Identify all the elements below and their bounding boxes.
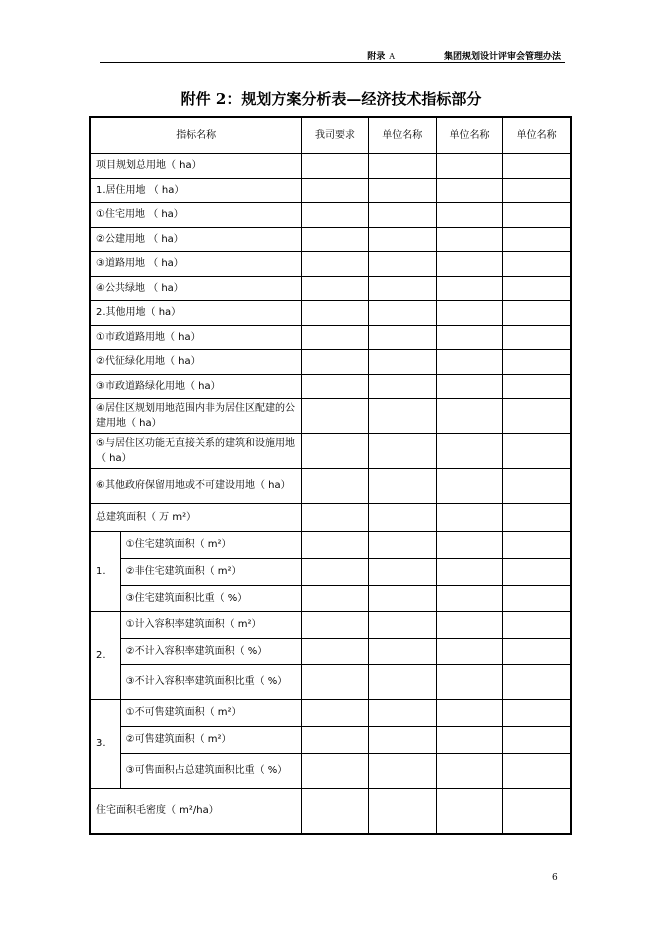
table-cell[interactable] <box>436 325 502 349</box>
table-cell[interactable] <box>302 276 368 300</box>
table-cell[interactable] <box>503 585 571 611</box>
table-cell[interactable] <box>302 699 368 726</box>
group-label-1: 1. <box>90 531 120 611</box>
table-cell[interactable] <box>368 300 436 325</box>
table-row <box>90 325 571 349</box>
table-cell[interactable] <box>368 349 436 374</box>
page-header <box>100 44 565 62</box>
table-cell[interactable] <box>302 433 368 468</box>
table-row <box>90 585 571 611</box>
table-cell[interactable] <box>503 433 571 468</box>
table-cell[interactable] <box>436 374 502 398</box>
table-cell[interactable] <box>302 178 368 202</box>
header-appendix <box>367 49 395 62</box>
table-cell[interactable] <box>368 251 436 276</box>
header-rule <box>100 62 565 63</box>
indicator-table <box>89 116 572 835</box>
table-row <box>90 503 571 531</box>
table-cell[interactable] <box>436 726 502 753</box>
table-cell[interactable] <box>368 558 436 585</box>
table-cell[interactable] <box>436 503 502 531</box>
row-label: ③可售面积占总建筑面积比重（ %） <box>120 753 302 788</box>
column-header-unit-3: 单位名称 <box>503 117 571 153</box>
table-cell[interactable] <box>436 611 502 638</box>
page-number: 6 <box>552 873 558 883</box>
table-row <box>90 664 571 699</box>
group-label-3: 3. <box>90 699 120 788</box>
table-cell[interactable] <box>368 325 436 349</box>
table-row <box>90 374 571 398</box>
row-label: ⑥其他政府保留用地或不可建设用地（ ha） <box>90 468 302 503</box>
row-label: ①不可售建筑面积（ m²） <box>120 699 302 726</box>
table-cell[interactable] <box>302 531 368 558</box>
table-cell[interactable] <box>503 726 571 753</box>
table-cell[interactable] <box>302 325 368 349</box>
table-cell[interactable] <box>436 202 502 227</box>
table-cell[interactable] <box>436 788 502 834</box>
table-row <box>90 699 571 726</box>
table-cell[interactable] <box>436 664 502 699</box>
table-cell[interactable] <box>503 374 571 398</box>
table-cell[interactable] <box>503 699 571 726</box>
table-cell[interactable] <box>436 251 502 276</box>
table-cell[interactable] <box>302 638 368 664</box>
table-cell[interactable] <box>436 276 502 300</box>
table-cell[interactable] <box>436 349 502 374</box>
table-cell[interactable] <box>302 468 368 503</box>
table-cell[interactable] <box>368 178 436 202</box>
table-cell[interactable] <box>503 611 571 638</box>
table-cell[interactable] <box>503 468 571 503</box>
table-row <box>90 788 571 834</box>
table-cell[interactable] <box>436 558 502 585</box>
table-cell[interactable] <box>368 433 436 468</box>
table-row <box>90 753 571 788</box>
table-cell[interactable] <box>503 251 571 276</box>
table-cell[interactable] <box>503 638 571 664</box>
table-cell[interactable] <box>436 398 502 433</box>
table-cell[interactable] <box>302 227 368 251</box>
table-cell[interactable] <box>368 202 436 227</box>
table-cell[interactable] <box>436 433 502 468</box>
table-row <box>90 227 571 251</box>
row-label: ①计入容积率建筑面积（ m²） <box>120 611 302 638</box>
table-cell[interactable] <box>436 699 502 726</box>
row-label: 1.居住用地 （ ha） <box>90 178 302 202</box>
row-label: ②可售建筑面积（ m²） <box>120 726 302 753</box>
table-cell[interactable] <box>436 227 502 251</box>
table-row <box>90 178 571 202</box>
table-row <box>90 468 571 503</box>
table-cell[interactable] <box>436 300 502 325</box>
table-cell[interactable] <box>436 585 502 611</box>
table-row <box>90 433 571 468</box>
table-cell[interactable] <box>503 178 571 202</box>
row-label: ①住宅建筑面积（ m²） <box>120 531 302 558</box>
table-row <box>90 202 571 227</box>
table-cell[interactable] <box>302 374 368 398</box>
table-row <box>90 558 571 585</box>
table-cell[interactable] <box>302 558 368 585</box>
row-label: 2.其他用地（ ha） <box>90 300 302 325</box>
table-cell[interactable] <box>302 503 368 531</box>
table-cell[interactable] <box>503 788 571 834</box>
row-label: ②公建用地 （ ha） <box>90 227 302 251</box>
table-row <box>90 611 571 638</box>
table-row <box>90 300 571 325</box>
table-row <box>90 276 571 300</box>
table-row <box>90 349 571 374</box>
table-cell[interactable] <box>368 374 436 398</box>
header-appendix-letter: A <box>389 52 395 61</box>
row-label: ④居住区规划用地范围内非为居住区配建的公建用地（ ha） <box>90 398 302 433</box>
column-header-requirement: 我司要求 <box>302 117 368 153</box>
table-cell[interactable] <box>436 468 502 503</box>
table-cell[interactable] <box>368 398 436 433</box>
table-cell[interactable] <box>368 699 436 726</box>
table-row <box>90 398 571 433</box>
row-label: ③住宅建筑面积比重（ %） <box>120 585 302 611</box>
table-row <box>90 251 571 276</box>
table-cell[interactable] <box>436 638 502 664</box>
table-row <box>90 153 571 178</box>
table-cell[interactable] <box>503 202 571 227</box>
table-cell[interactable] <box>368 726 436 753</box>
row-label: ②非住宅建筑面积（ m²） <box>120 558 302 585</box>
table-cell[interactable] <box>302 153 368 178</box>
table-cell[interactable] <box>302 251 368 276</box>
table-cell[interactable] <box>436 178 502 202</box>
table-cell[interactable] <box>302 726 368 753</box>
table-cell[interactable] <box>368 276 436 300</box>
table-header-row <box>90 117 571 153</box>
table-cell[interactable] <box>302 300 368 325</box>
table-cell[interactable] <box>368 585 436 611</box>
table-cell[interactable] <box>302 753 368 788</box>
row-label: 总建筑面积（ 万 m²） <box>90 503 302 531</box>
table-cell[interactable] <box>302 202 368 227</box>
table-cell[interactable] <box>368 227 436 251</box>
table-cell[interactable] <box>368 153 436 178</box>
table-cell[interactable] <box>503 153 571 178</box>
table-cell[interactable] <box>302 349 368 374</box>
table-cell[interactable] <box>503 300 571 325</box>
page-title: 附件 2：规划方案分析表—经济技术指标部分 <box>180 90 482 108</box>
row-label: ③市政道路绿化用地（ ha） <box>90 374 302 398</box>
row-label: 住宅面积毛密度（ m²/ha） <box>90 788 302 834</box>
table-cell[interactable] <box>503 503 571 531</box>
table-cell[interactable] <box>503 227 571 251</box>
table-cell[interactable] <box>368 753 436 788</box>
column-header-unit-1: 单位名称 <box>368 117 436 153</box>
row-label: ②不计入容积率建筑面积（ %） <box>120 638 302 664</box>
table-cell[interactable] <box>368 503 436 531</box>
table-cell[interactable] <box>302 611 368 638</box>
table-row <box>90 726 571 753</box>
header-book-title: 集团规划设计评审会管理办法 <box>443 52 561 62</box>
table-cell[interactable] <box>503 531 571 558</box>
row-label: ①市政道路用地（ ha） <box>90 325 302 349</box>
table-cell[interactable] <box>368 531 436 558</box>
table-cell[interactable] <box>503 398 571 433</box>
column-header-indicator: 指标名称 <box>90 117 302 153</box>
row-label: ①住宅用地 （ ha） <box>90 202 302 227</box>
table-cell[interactable] <box>503 664 571 699</box>
header-appendix-label: 附录 <box>367 52 386 62</box>
group-label-2: 2. <box>90 611 120 699</box>
table-cell[interactable] <box>436 153 502 178</box>
table-row <box>90 638 571 664</box>
table-cell[interactable] <box>368 638 436 664</box>
table-cell[interactable] <box>368 788 436 834</box>
table-cell[interactable] <box>503 276 571 300</box>
row-label: ③道路用地 （ ha） <box>90 251 302 276</box>
table-cell[interactable] <box>436 531 502 558</box>
table-cell[interactable] <box>302 664 368 699</box>
table-cell[interactable] <box>503 558 571 585</box>
table-cell[interactable] <box>368 664 436 699</box>
table-cell[interactable] <box>302 788 368 834</box>
row-label: ⑤与居住区功能无直接关系的建筑和设施用地（ ha） <box>90 433 302 468</box>
row-label: 项目规划总用地（ ha） <box>90 153 302 178</box>
table-cell[interactable] <box>503 349 571 374</box>
table-cell[interactable] <box>503 325 571 349</box>
table-cell[interactable] <box>368 468 436 503</box>
table-cell[interactable] <box>436 753 502 788</box>
table-row <box>90 531 571 558</box>
column-header-unit-2: 单位名称 <box>436 117 502 153</box>
row-label: ③不计入容积率建筑面积比重（ %） <box>120 664 302 699</box>
row-label: ②代征绿化用地（ ha） <box>90 349 302 374</box>
table-cell[interactable] <box>503 753 571 788</box>
table-cell[interactable] <box>302 585 368 611</box>
table-cell[interactable] <box>302 398 368 433</box>
row-label: ④公共绿地 （ ha） <box>90 276 302 300</box>
table-cell[interactable] <box>368 611 436 638</box>
